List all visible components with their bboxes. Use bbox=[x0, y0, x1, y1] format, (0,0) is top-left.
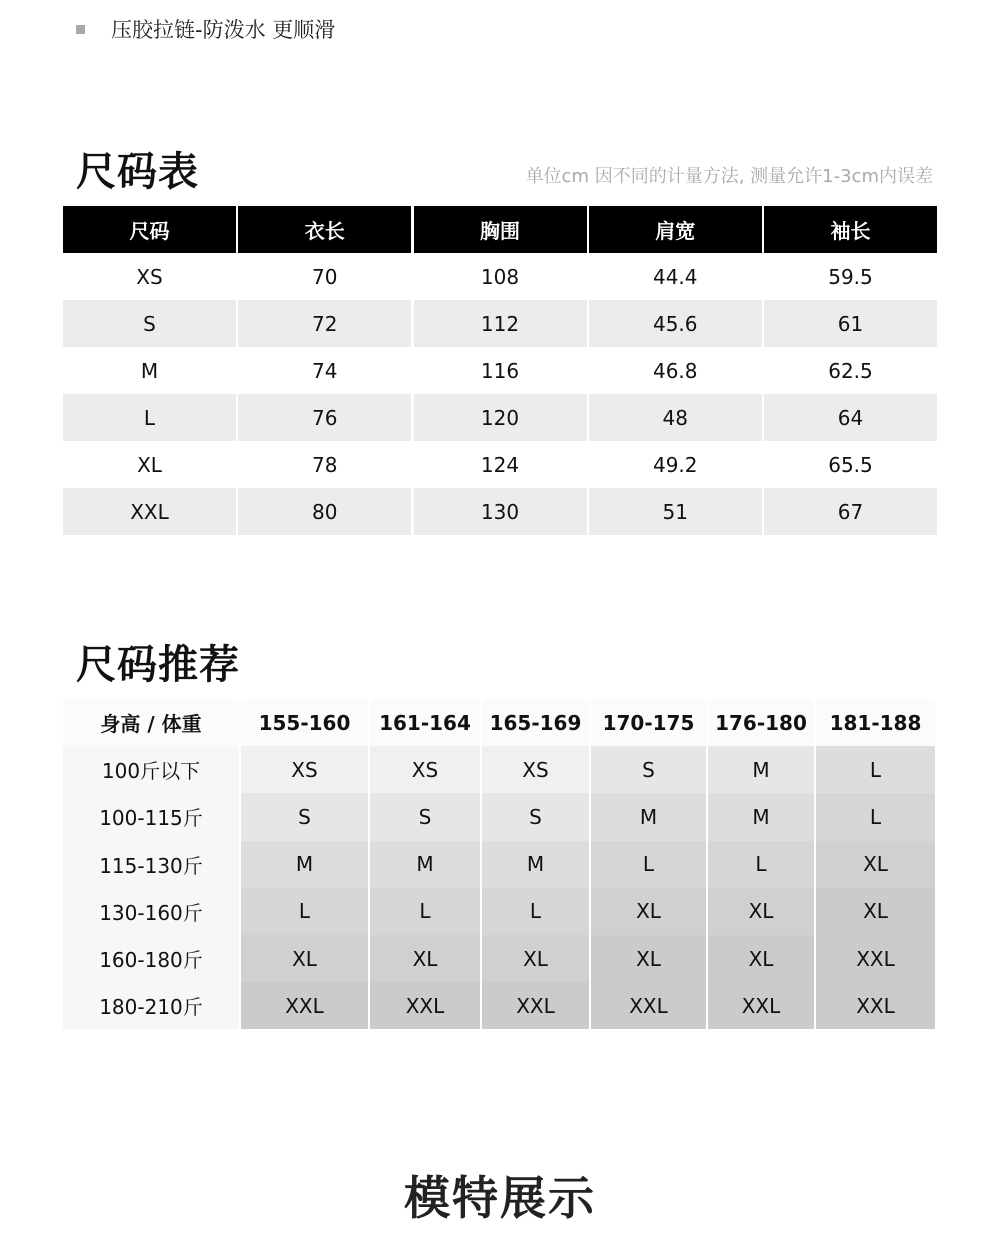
recommended-size-cell: XL bbox=[708, 935, 814, 982]
recommended-size-cell: XL bbox=[816, 841, 935, 888]
table-cell: 120 bbox=[414, 394, 587, 441]
table-cell: 49.2 bbox=[652, 452, 698, 477]
weight-range-label: 180-210斤 bbox=[63, 982, 239, 1029]
recommended-size-cell: XL bbox=[482, 935, 589, 982]
table-cell: 130 bbox=[414, 488, 587, 535]
measurement-note: 单位cm 因不同的计量方法, 测量允许1-3cm内误差 bbox=[525, 166, 933, 187]
table-cell: 45.6 bbox=[589, 300, 762, 347]
square-bullet-icon bbox=[76, 25, 85, 34]
recommended-size-cell: XL bbox=[370, 935, 480, 982]
weight-range-label: 160-180斤 bbox=[63, 935, 239, 982]
recommended-size-cell: L bbox=[816, 793, 935, 840]
recommended-size-cell: XXL bbox=[816, 935, 935, 982]
height-range-header: 165-169 bbox=[482, 699, 589, 746]
size-recommend-table bbox=[63, 699, 933, 1029]
size-chart-title: 尺码表 bbox=[76, 149, 199, 195]
recommended-size-cell: XL bbox=[241, 935, 368, 982]
table-header-cell: 肩宽 bbox=[589, 206, 762, 253]
recommended-size-cell: M bbox=[241, 841, 368, 888]
height-range-header: 176-180 bbox=[708, 699, 814, 746]
table-cell: 65.5 bbox=[828, 452, 873, 477]
table-cell: 76 bbox=[238, 394, 411, 441]
recommended-size-cell: XXL bbox=[591, 982, 706, 1029]
table-cell: 108 bbox=[480, 264, 520, 289]
size-table bbox=[63, 206, 937, 535]
recommended-size-cell: S bbox=[241, 793, 368, 840]
table-cell: M bbox=[140, 358, 159, 383]
table-cell: 67 bbox=[764, 488, 937, 535]
table-cell: 44.4 bbox=[652, 264, 698, 289]
recommended-size-cell: M bbox=[591, 793, 706, 840]
recommended-size-cell: L bbox=[708, 841, 814, 888]
table-cell: 72 bbox=[238, 300, 411, 347]
recommended-size-cell: L bbox=[482, 888, 589, 935]
table-cell: S bbox=[63, 300, 236, 347]
height-range-header: 161-164 bbox=[370, 699, 480, 746]
table-cell: 116 bbox=[480, 358, 520, 383]
table-cell: 78 bbox=[312, 452, 338, 477]
recommended-size-cell: XXL bbox=[241, 982, 368, 1029]
recommended-size-cell: XS bbox=[241, 746, 368, 793]
weight-range-label: 100斤以下 bbox=[63, 746, 239, 793]
table-header-cell: 袖长 bbox=[764, 206, 937, 253]
feature-item bbox=[76, 14, 335, 44]
recommended-size-cell: M bbox=[708, 746, 814, 793]
table-cell: 59.5 bbox=[828, 264, 873, 289]
table-cell: 64 bbox=[764, 394, 937, 441]
table-header-cell: 胸围 bbox=[414, 206, 587, 253]
recommended-size-cell: XXL bbox=[482, 982, 589, 1029]
table-cell: 51 bbox=[589, 488, 762, 535]
recommended-size-cell: XL bbox=[591, 935, 706, 982]
model-section-title: 模特展示 bbox=[404, 1171, 596, 1225]
recommended-size-cell: S bbox=[482, 793, 589, 840]
recommended-size-cell: M bbox=[708, 793, 814, 840]
recommended-size-cell: XL bbox=[591, 888, 706, 935]
table-header-cell: 衣长 bbox=[238, 206, 411, 253]
recommended-size-cell: L bbox=[816, 746, 935, 793]
height-weight-header: 身高 / 体重 bbox=[63, 699, 239, 746]
table-cell: 124 bbox=[480, 452, 520, 477]
table-cell: 74 bbox=[312, 358, 338, 383]
recommended-size-cell: XL bbox=[708, 888, 814, 935]
table-cell: 112 bbox=[414, 300, 587, 347]
recommended-size-cell: L bbox=[370, 888, 480, 935]
weight-range-label: 100-115斤 bbox=[63, 793, 239, 840]
weight-range-label: 115-130斤 bbox=[63, 841, 239, 888]
recommended-size-cell: XXL bbox=[816, 982, 935, 1029]
table-cell: XXL bbox=[63, 488, 236, 535]
weight-range-label: 130-160斤 bbox=[63, 888, 239, 935]
table-cell: XS bbox=[136, 264, 163, 289]
recommended-size-cell: XXL bbox=[370, 982, 480, 1029]
recommended-size-cell: XS bbox=[370, 746, 480, 793]
table-cell: 61 bbox=[764, 300, 937, 347]
table-header-cell: 尺码 bbox=[63, 206, 236, 253]
table-cell: L bbox=[63, 394, 236, 441]
recommended-size-cell: XXL bbox=[708, 982, 814, 1029]
table-cell: 62.5 bbox=[828, 358, 873, 383]
table-cell: 80 bbox=[238, 488, 411, 535]
table-cell: 46.8 bbox=[652, 358, 698, 383]
table-cell: 70 bbox=[312, 264, 338, 289]
table-cell: 48 bbox=[589, 394, 762, 441]
recommended-size-cell: L bbox=[241, 888, 368, 935]
recommended-size-cell: M bbox=[482, 841, 589, 888]
table-cell: XL bbox=[137, 452, 162, 477]
recommended-size-cell: M bbox=[370, 841, 480, 888]
height-range-header: 181-188 bbox=[816, 699, 935, 746]
height-range-header: 170-175 bbox=[591, 699, 706, 746]
feature-text: 压胶拉链-防泼水 更顺滑 bbox=[111, 18, 336, 42]
height-range-header: 155-160 bbox=[241, 699, 368, 746]
recommended-size-cell: S bbox=[591, 746, 706, 793]
recommended-size-cell: L bbox=[591, 841, 706, 888]
recommended-size-cell: XL bbox=[816, 888, 935, 935]
size-recommend-title: 尺码推荐 bbox=[76, 642, 240, 688]
recommended-size-cell: XS bbox=[482, 746, 589, 793]
recommended-size-cell: S bbox=[370, 793, 480, 840]
